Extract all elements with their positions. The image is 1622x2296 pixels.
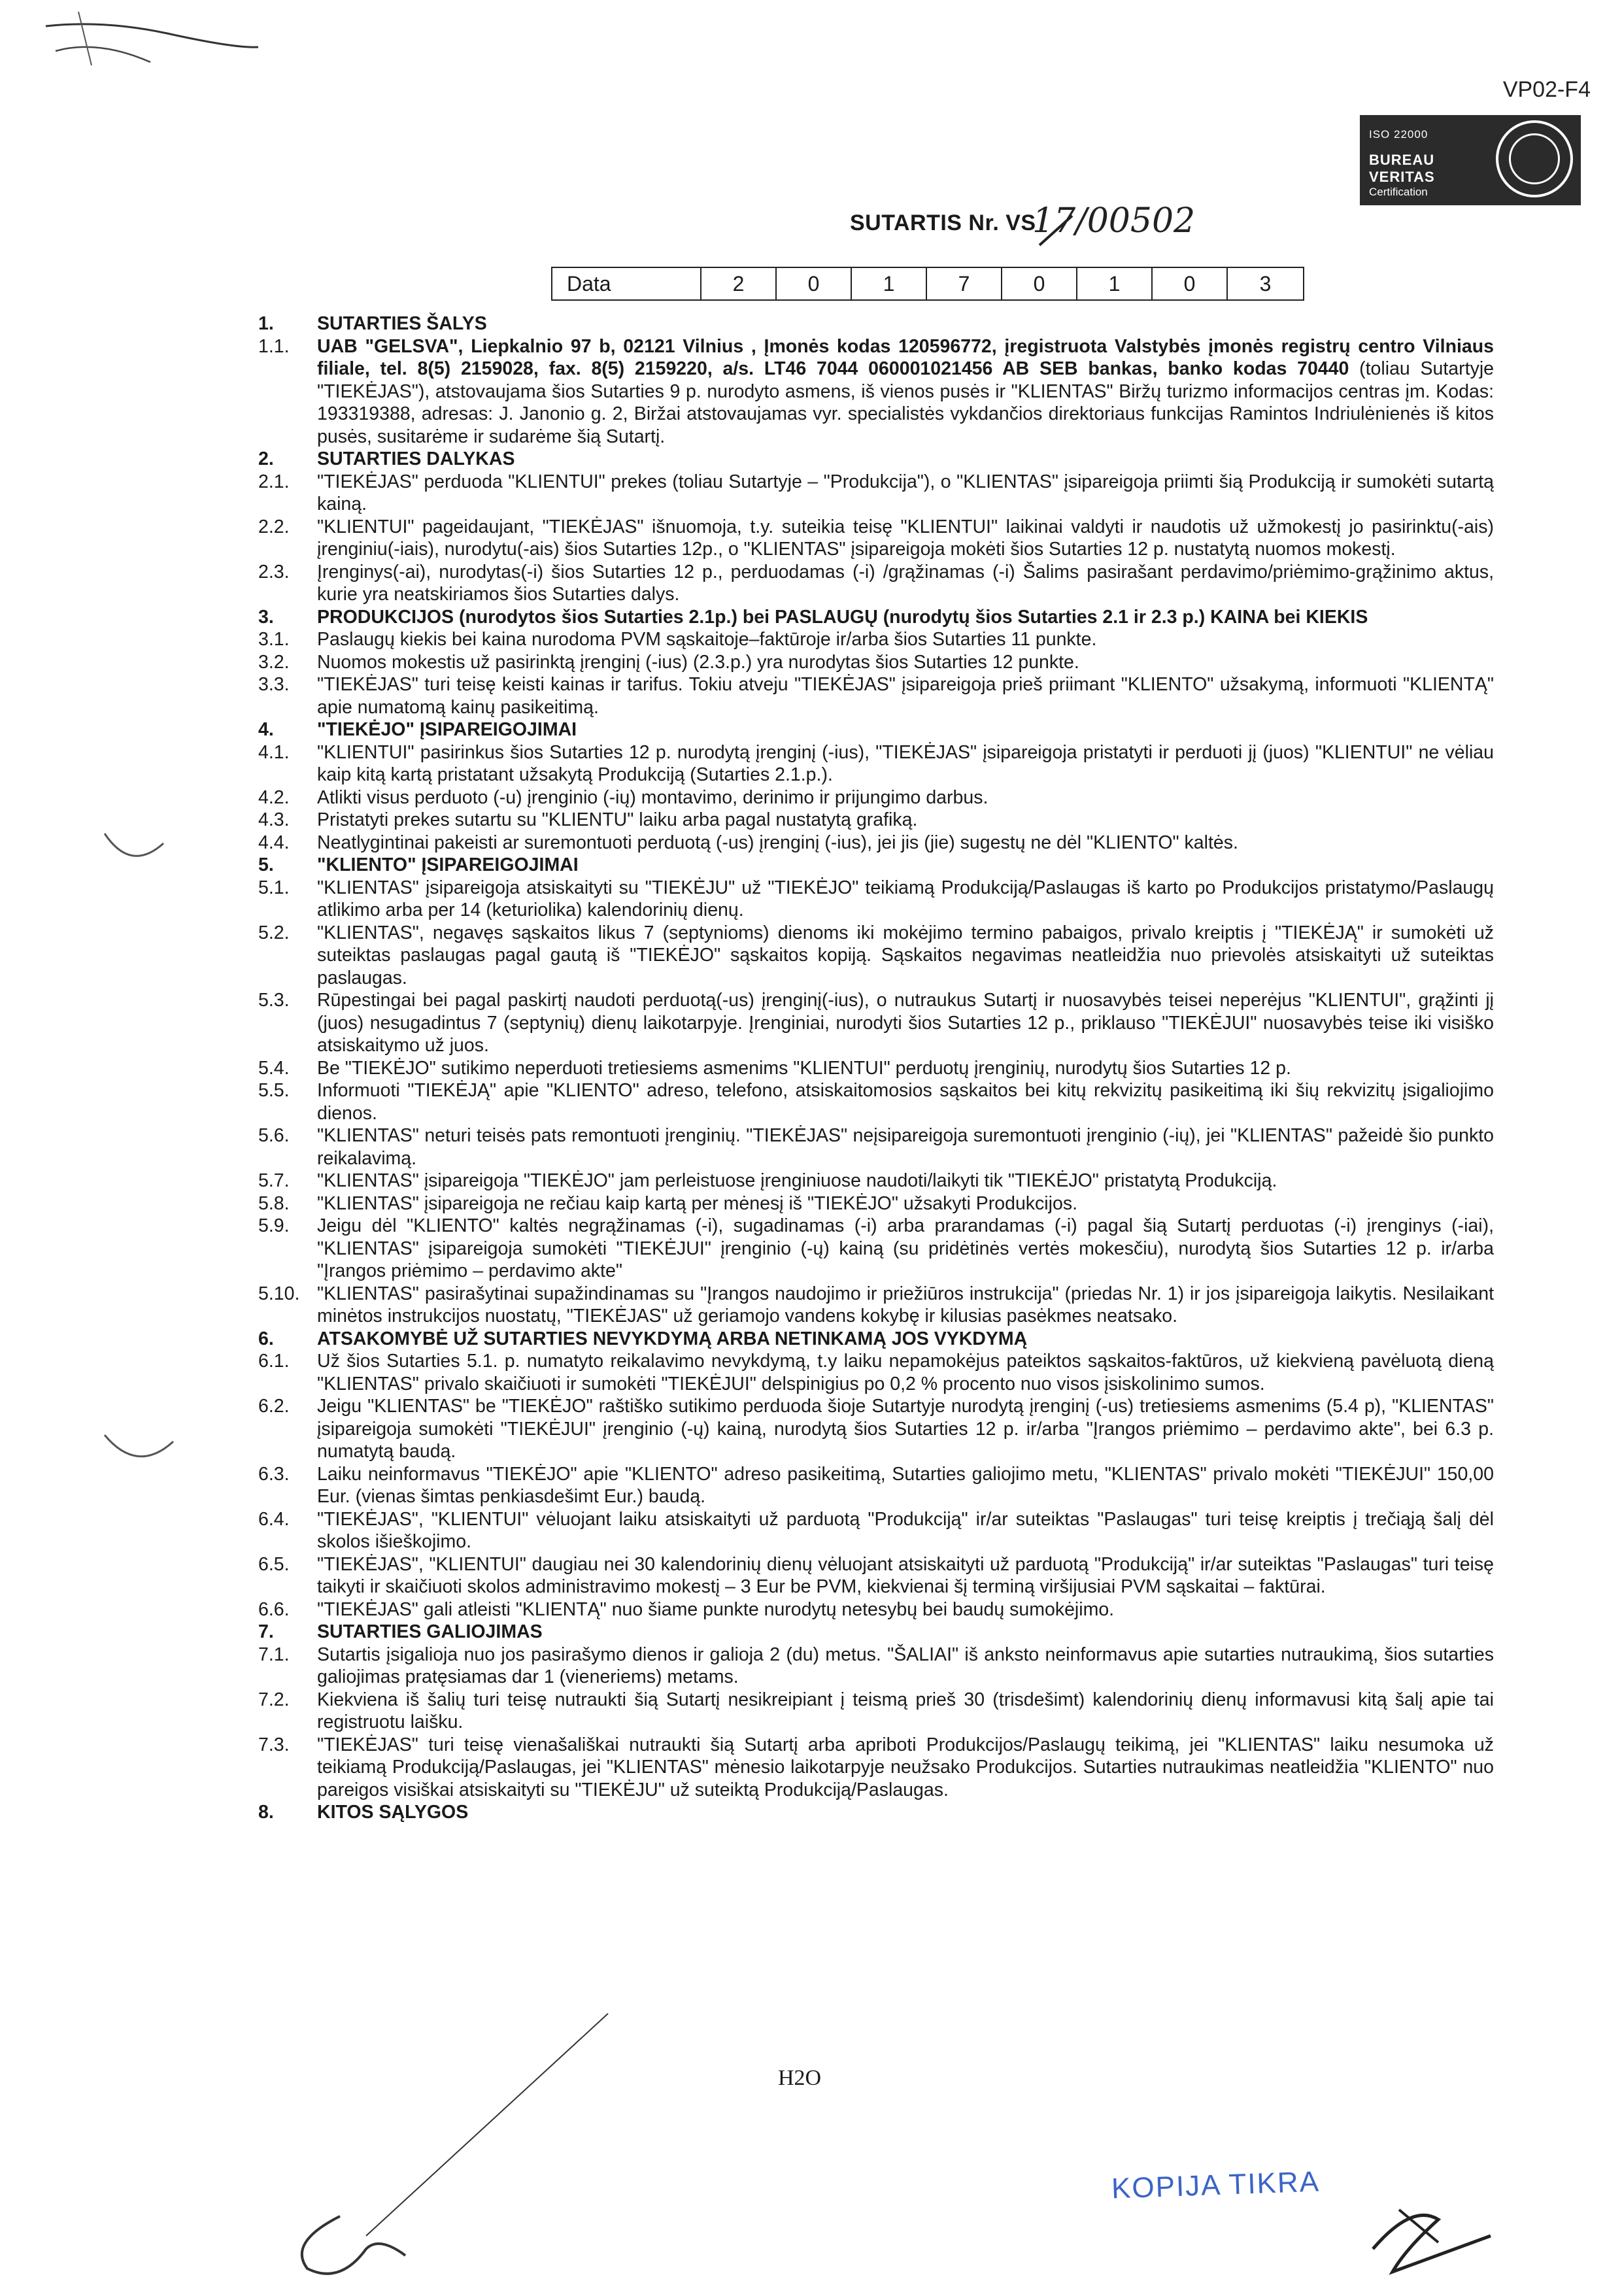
cert-subtitle: Certification xyxy=(1369,186,1428,198)
clause xyxy=(258,832,1494,854)
clause-number: 6.1. xyxy=(258,1351,290,1372)
clause-number: 4.1. xyxy=(258,741,290,763)
clause-number: 8. xyxy=(258,1802,274,1823)
clause-number: 4.4. xyxy=(258,832,290,853)
clause-text: Atlikti visus perduoto (-u) įrenginio (-ių) montavimo, derinimo ir prijungimo darbus. xyxy=(317,786,988,808)
clause-text: Paslaugų kiekis bei kaina nurodoma PVM sąskaitoje–faktūroje ir/arba šios Sutarties 11 punkte. xyxy=(317,629,1097,650)
clause xyxy=(258,1508,1494,1553)
date-digit: 0 xyxy=(777,268,852,299)
page-code: H2O xyxy=(778,2066,822,2090)
clause-number: 4. xyxy=(258,719,274,740)
section-heading xyxy=(258,1328,1494,1351)
clause xyxy=(258,561,1494,606)
date-digit: 7 xyxy=(927,268,1002,299)
clause-number: 2.3. xyxy=(258,561,290,582)
clause xyxy=(258,1644,1494,1689)
clause xyxy=(258,922,1494,990)
clause-text: Kiekviena iš šalių turi teisę nutraukti šią Sutartį nesikreipiant į teismą prieš 30 (trisdešimt) kalendorinių dienų informavusi kitą šalį apie tai registruotu laišku. xyxy=(317,1689,1494,1732)
section-heading xyxy=(258,1621,1494,1644)
clause-text: Neatlygintinai pakeisti ar suremontuoti perduotą (-us) įrenginį (-ius), jei jis (jie) sugestų ne dėl "KLIENTO" kaltės. xyxy=(317,832,1238,853)
section-heading xyxy=(258,312,1494,335)
clause xyxy=(258,673,1494,718)
clause xyxy=(258,1395,1494,1463)
cert-standard: ISO 22000 xyxy=(1369,128,1428,141)
clause-number: 5.6. xyxy=(258,1125,290,1146)
clause xyxy=(258,1215,1494,1283)
clause-text: PRODUKCIJOS (nurodytos šios Sutarties 2.1p.) bei PASLAUGŲ (nurodytų šios Sutarties 2.1 ir 2.3 p.) KAINA bei KIEKIS xyxy=(317,606,1368,628)
clause-text: Laiku neinformavus "TIEKĖJO" apie "KLIENTO" adreso pasikeitimą, Sutarties galiojimo metu, "KLIENTAS" privalo mokėti "TIEKĖJUI" 150,00 Eur. (vienas šimtas penkiasdešimt Eur.) baudą. xyxy=(317,1463,1494,1507)
clause-text: "TIEKĖJAS" turi teisę keisti kainas ir tarifus. Tokiu atveju "TIEKĖJAS" įsipareigoja prieš priimant "KLIENTO" užsakymą, informuoti "KLIENTĄ" apie numatomą kainų pasikeitimą. xyxy=(317,674,1494,718)
clause-number: 5.5. xyxy=(258,1080,290,1101)
date-digit: 1 xyxy=(852,268,927,299)
clause-number: 4.2. xyxy=(258,786,290,808)
clause-number: 3. xyxy=(258,606,274,628)
clause-number: 6.3. xyxy=(258,1463,290,1485)
clause xyxy=(258,1350,1494,1395)
date-digit: 1 xyxy=(1077,268,1153,299)
clause xyxy=(258,1079,1494,1124)
clause-text: Pristatyti prekes sutartu su "KLIENTU" laiku arba pagal nustatytą grafiką. xyxy=(317,809,918,830)
clause-text: "TIEKĖJAS" gali atleisti "KLIENTĄ" nuo šiame punkte nurodytų netesybų bei baudų sumokėjimo. xyxy=(317,1598,1115,1620)
clause-text: "KLIENTAS" įsipareigoja atsiskaityti su "TIEKĖJU" už "TIEKĖJO" teikiamą Produkciją/Paslaugas iš karto po Produkcijos pristatymo/Paslaugų atlikimo arba per 14 (keturiolika) kalendorinių dienų. xyxy=(317,877,1494,920)
clause-number: 3.1. xyxy=(258,629,290,650)
bureau-veritas-seal-icon xyxy=(1496,120,1573,197)
contract-body xyxy=(258,312,1494,1824)
section-heading xyxy=(258,1801,1494,1824)
clause-number: 2. xyxy=(258,448,274,469)
clause-number: 7.1. xyxy=(258,1644,290,1665)
clause xyxy=(258,1734,1494,1802)
section-heading xyxy=(258,854,1494,877)
clause-text: "KLIENTUI" pasirinkus šios Sutarties 12 p. nurodytą įrenginį (-ius), "TIEKĖJAS" įsipareigoja pristatyti ir perduoti jį (juos) "KLIENTUI" ne vėliau kaip kitą kartą pristatant užsakytą Produkciją (Sutarties 2.1.p.). xyxy=(317,741,1494,785)
clause-number: 7. xyxy=(258,1621,274,1642)
clause-text: Įrenginys(-ai), nurodytas(-i) šios Sutarties 12 p., perduodamas (-i) /grąžinamas (-i) Šalims pasirašant perdavimo/priėmimo-grąžinimo aktus, kurie yra neatskiriamos šios Sutarties dalys. xyxy=(317,561,1494,605)
clause-number: 5. xyxy=(258,854,274,875)
clause-text: SUTARTIES GALIOJIMAS xyxy=(317,1621,543,1642)
clause xyxy=(258,335,1494,448)
clause-text: "KLIENTAS" įsipareigoja "TIEKĖJO" jam perleistuose įrenginiuose naudoti/laikyti tik "TIEKĖJO" pristatytą Produkciją. xyxy=(317,1170,1277,1191)
clause xyxy=(258,786,1494,809)
date-box xyxy=(551,267,1304,301)
clause xyxy=(258,1598,1494,1621)
clause-text: Jeigu "KLIENTAS" be "TIEKĖJO" raštiško sutikimo perduoda šioje Sutartyje nurodytą įrenginį (-us) tretiesiems asmenims (5.4 p), "KLIENTAS" įsipareigoja sumokėti "TIEKĖJUI" įrenginio (-ų) kainą, nurodytą šios Sutarties 12 p. ir/arba "Įrangos priėmimo – perdavimo akte", bei 6.3 p. numatytą baudą. xyxy=(317,1396,1494,1462)
clause-text: Sutartis įsigalioja nuo jos pasirašymo dienos ir galioja 2 (du) metus. "ŠALIAI" iš anksto neinformavus apie sutarties nutraukimą, šios sutarties galiojimas pratęsiamas dar 1 (vieneriems) metams. xyxy=(317,1644,1494,1687)
clause-number: 6.4. xyxy=(258,1508,290,1530)
clause-text: SUTARTIES DALYKAS xyxy=(317,448,515,469)
date-label: Data xyxy=(552,268,701,299)
clause-number: 5.10. xyxy=(258,1283,300,1304)
date-digit: 3 xyxy=(1259,271,1272,295)
clause xyxy=(258,651,1494,674)
clause-number: 4.3. xyxy=(258,809,290,830)
document-code: VP02-F4 xyxy=(1502,77,1591,102)
clause xyxy=(258,1192,1494,1215)
clause-text: "KLIENTAS" pasirašytinai supažindinamas su "Įrangos naudojimo ir priežiūros instrukcija" (priedas Nr. 1) ir jos įsipareigoja laikytis. Nesilaikant minėtos instrukcijos nuostatų, "TIEKĖJAS" už geriamojo vandens kokybę ir kilusias pasėkmes neatsako. xyxy=(317,1283,1494,1326)
clause-number: 3.2. xyxy=(258,651,290,673)
clause-number: 1.1. xyxy=(258,335,290,357)
clause-number: 7.3. xyxy=(258,1734,290,1755)
copy-stamp: KOPIJA TIKRA xyxy=(1111,2165,1321,2205)
clause-number: 2.2. xyxy=(258,516,290,537)
clause-text: "KLIENTAS", negavęs sąskaitos likus 7 (septynioms) dienoms iki mokėjimo termino pabaigos, privalo kreiptis į "TIEKĖJĄ" ir sumokėti už suteiktas paslaugas pagal gautą iš "TIEKĖJO" sąskaitos kopiją. Sąskaitos negavimas neatleidžia nuo prievolės atsiskaityti už suteiktas paslaugas. xyxy=(317,922,1494,988)
clause-text: "TIEKĖJAS" turi teisę vienašališkai nutraukti šią Sutartį arba apriboti Produkcijos/Paslaugų teikimą, jei "KLIENTAS" laiku nesumoka už teikiamą Produkciją/Paslaugas, jei "KLIENTAS" mėnesio laikotarpyje neužsako Produkcijos. Sutarties nutraukimas neatleidžia "KLIENTO" nuo pareigos visiškai atsiskaityti su "TIEKĖJU" už suteiktą Produkciją/Paslaugas. xyxy=(317,1734,1494,1800)
date-digit: 2 xyxy=(701,268,777,299)
clause xyxy=(258,877,1494,922)
clause-number: 5.3. xyxy=(258,990,290,1011)
clause-number: 1. xyxy=(258,313,274,334)
clause xyxy=(258,471,1494,516)
section-heading xyxy=(258,448,1494,471)
handwritten-number-text: 17/00502 xyxy=(1032,201,1196,241)
clause xyxy=(258,989,1494,1057)
clause-number: 6.5. xyxy=(258,1553,290,1575)
handwritten-contract-number xyxy=(1030,186,1196,252)
clause xyxy=(258,1553,1494,1598)
clause xyxy=(258,1689,1494,1734)
clause-text: "TIEKĖJO" ĮSIPAREIGOJIMAI xyxy=(317,719,577,740)
section-heading xyxy=(258,606,1494,629)
clause-text: KITOS SĄLYGOS xyxy=(317,1802,469,1823)
clause-number: 6.2. xyxy=(258,1396,290,1417)
clause-text: "TIEKĖJAS", "KLIENTUI" daugiau nei 30 kalendorinių dienų vėluojant atsiskaityti už parduotą "Produkciją" ir/ar suteiktas "Paslaugas" turi teisę taikyti ir skaičiuoti skolos administravimo mokestį – 3 Eur be PVM, kiekvienai šį terminą viršijusiai PVM sąskaitai – faktūrai. xyxy=(317,1553,1494,1597)
clause-text: "TIEKĖJAS", "KLIENTUI" vėluojant laiku atsiskaityti už parduotą "Produkciją" ir/ar suteiktas "Paslaugas" turi teisę kreiptis į trečiąją šalį dėl skolos išieškojimo. xyxy=(317,1508,1494,1552)
clause-text: Nuomos mokestis už pasirinktą įrenginį (-ius) (2.3.p.) yra nurodytas šios Sutarties 12 punkte. xyxy=(317,651,1079,673)
clause-number: 6.6. xyxy=(258,1598,290,1620)
clause xyxy=(258,741,1494,786)
clause xyxy=(258,1057,1494,1080)
section-heading xyxy=(258,718,1494,741)
clause-number: 7.2. xyxy=(258,1689,290,1710)
clause xyxy=(258,1463,1494,1508)
clause-text: Informuoti "TIEKĖJĄ" apie "KLIENTO" adreso, telefono, atsiskaitomosios sąskaitos bei kitų rekvizitų pasikeitimą iki šių rekvizitų įsigaliojimo dienos. xyxy=(317,1080,1494,1124)
date-digit: 0 xyxy=(1153,268,1228,299)
clause-number: 5.2. xyxy=(258,922,290,943)
clause-number: 6. xyxy=(258,1328,274,1349)
clause xyxy=(258,628,1494,651)
clause-text: SUTARTIES ŠALYS xyxy=(317,313,487,334)
clause-text: "KLIENTAS" įsipareigoja ne rečiau kaip kartą per mėnesį iš "TIEKĖJO" užsakyti Produkcijos. xyxy=(317,1192,1077,1214)
clause-text: "TIEKĖJAS" perduoda "KLIENTUI" prekes (toliau Sutartyje – "Produkcija"), o "KLIENTAS" įsipareigoja priimti šią Produkciją ir sumokėti sutartą kainą. xyxy=(317,471,1494,515)
cert-brand: BUREAU VERITAS xyxy=(1369,152,1435,185)
certification-logo xyxy=(1360,115,1581,205)
clause-text: "KLIENTAS" neturi teisės pats remontuoti įrenginių. "TIEKĖJAS" neįsipareigoja suremontuoti įrenginio (-ių), jei "KLIENTAS" pažeidė šio punkto reikalavimą. xyxy=(317,1125,1494,1169)
clause-number: 5.9. xyxy=(258,1215,290,1236)
clause xyxy=(258,516,1494,561)
clause-number: 5.7. xyxy=(258,1170,290,1191)
clause xyxy=(258,1124,1494,1170)
clause-text: Be "TIEKĖJO" sutikimo neperduoti tretiesiems asmenims "KLIENTUI" perduotų įrenginių, nurodytų šios Sutarties 12 p. xyxy=(317,1057,1291,1079)
clause-number: 5.4. xyxy=(258,1057,290,1079)
date-digit: 0 xyxy=(1002,268,1077,299)
clause-number: 3.3. xyxy=(258,674,290,695)
clause-number: 5.8. xyxy=(258,1192,290,1214)
clause xyxy=(258,809,1494,832)
clause-text: Jeigu dėl "KLIENTO" kaltės negrąžinamas (-i), sugadinamas (-i) arba prarandamas (-i) pagal šią Sutartį perduotas (-i) įrenginys (-iai), "KLIENTAS" įsipareigoja sumokėti "TIEKĖJUI" įrenginio (-ų) kainą (su pridėtinės vertės mokesčiu), nurodytą šios Sutarties 12 p. ir/arba "Įrangos priėmimo – perdavimo akte" xyxy=(317,1215,1494,1281)
clause-text: ATSAKOMYBĖ UŽ SUTARTIES NEVYKDYMĄ ARBA NETINKAMĄ JOS VYKDYMĄ xyxy=(317,1328,1028,1349)
clause-text: Rūpestingai bei pagal paskirtį naudoti perduotą(-us) įrenginį(-ius), o nutraukus Sutartį ir nuosavybės teisei neperėjus "KLIENTUI", grąžinti jį (juos) nesugadintus 7 (septynių) dienų laikotarpyje. Įrenginiai, nurodyti šios Sutarties 12 p., priklauso "TIEKĖJUI" nuosavybės teise iki visiško atsiskaitymo už juos. xyxy=(317,990,1494,1056)
clause-text: Už šios Sutarties 5.1. p. numatyto reikalavimo nevykdymą, t.y laiku nepamokėjus pateiktos sąskaitos-faktūros, už kiekvieną pavėluotą dieną "KLIENTAS" privalo skaičiuoti ir sumokėti "TIEKĖJUI" delspinigius po 0,2 % procento nuo visos įsiskolinimo sumos. xyxy=(317,1351,1494,1394)
clause-number: 5.1. xyxy=(258,877,290,898)
clause-text: UAB "GELSVA", Liepkalnio 97 b, 02121 Vilnius , Įmonės kodas 120596772, įregistruota Valstybės įmonės registrų centro Vilniaus filiale, tel. 8(5) 2159028, fax. 8(5) 2159220, a/s. LT46 7044 060001021456 AB SEB bankas, banko kodas 70440 (toliau Sutartyje "TIEKĖJAS"), atstovaujama šios Sutarties 9 p. nurodyto asmens, iš vienos pusės ir "KLIENTAS" Biržų turizmo informacijos centras įm. Kodas: 193319388, adresas: J. Janonio g. 2, Biržai atstovaujamas vyr. specialistės vykdančios direktoriaus funkcijas Ramintos Indriulėnienės iš kitos pusės, susitarėme ir sudarėme šią Sutartį. xyxy=(317,335,1494,447)
contract-title: SUTARTIS Nr. VS xyxy=(850,211,1036,235)
clause-number: 2.1. xyxy=(258,471,290,492)
clause-text: "KLIENTO" ĮSIPAREIGOJIMAI xyxy=(317,854,579,875)
clause xyxy=(258,1283,1494,1328)
clause-text: "KLIENTUI" pageidaujant, "TIEKĖJAS" išnuomoja, t.y. suteikia teisę "KLIENTUI" laikinai valdyti ir naudotis už užmokestį jo pasirinktu(-ais) įrenginiu(-iais), nurodytu(-ais) šios Sutarties 12p., o "KLIENTAS" įsipareigoja mokėti šios Sutarties 12 p. nustatytą nuomos mokestį. xyxy=(317,516,1494,560)
clause xyxy=(258,1170,1494,1192)
